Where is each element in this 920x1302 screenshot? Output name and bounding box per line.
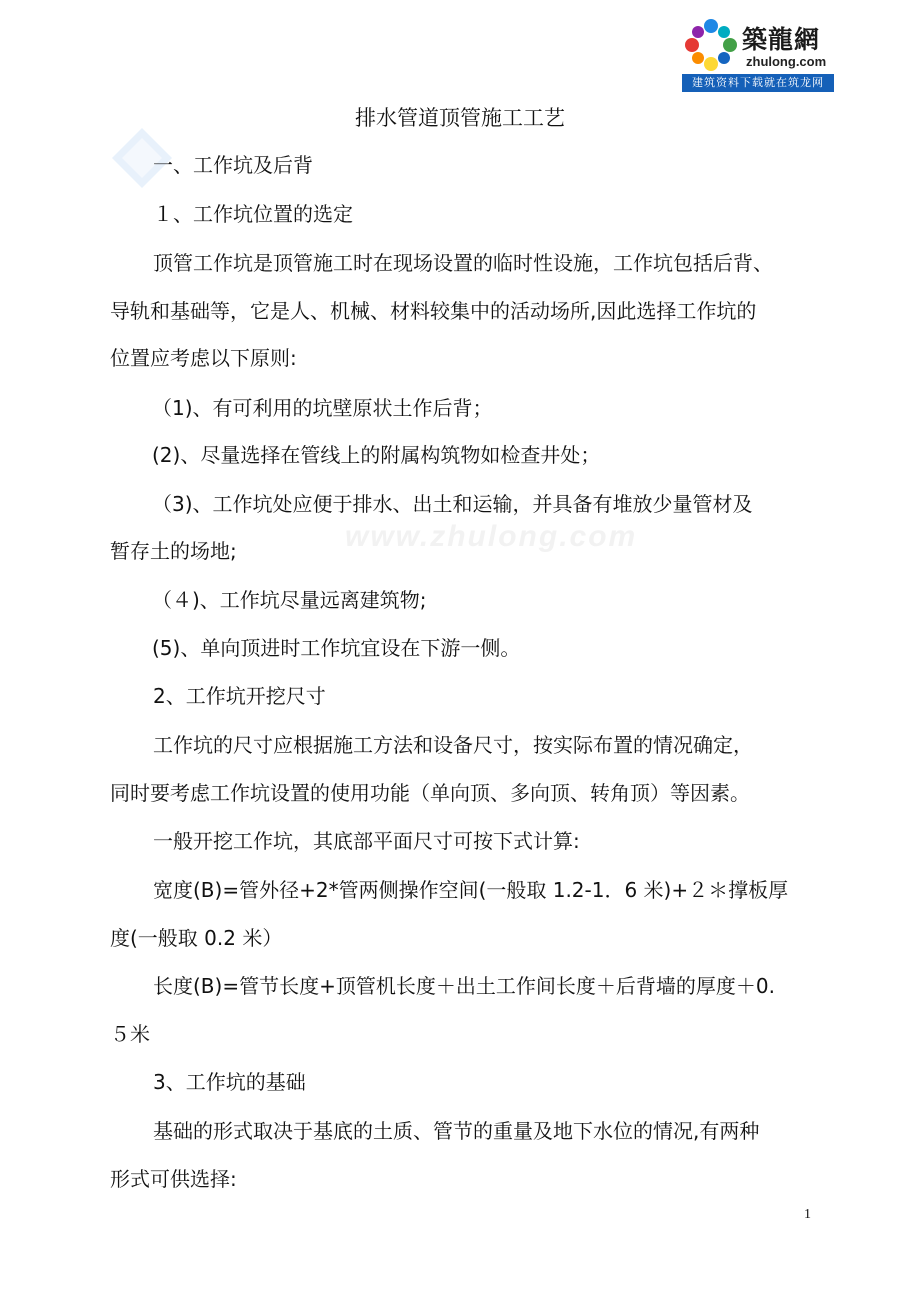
- paragraph-line: 形式可供选择:: [110, 1167, 237, 1191]
- subsection-heading: １、工作坑位置的选定: [153, 202, 353, 226]
- paragraph-line: 顶管工作坑是顶管施工时在现场设置的临时性设施，工作坑包括后背、: [153, 251, 773, 275]
- paragraph-line: 一般开挖工作坑，其底部平面尺寸可按下式计算:: [153, 829, 580, 853]
- paragraph-line: 位置应考虑以下原则:: [110, 346, 297, 370]
- logo-slogan: 建筑资料下载就在筑龙网: [682, 74, 834, 92]
- subsection-heading: 2、工作坑开挖尺寸: [153, 684, 326, 708]
- list-item: (2)、尽量选择在管线上的附属构筑物如检查井处；: [152, 443, 601, 467]
- list-item: （４)、工作坑尽量远离建筑物;: [152, 588, 427, 612]
- formula-line: ５米: [110, 1022, 150, 1046]
- list-item: （3)、工作坑处应便于排水、出土和运输，并具备有堆放少量管材及: [152, 492, 753, 516]
- list-item: （1)、有可利用的坑壁原状土作后背；: [152, 396, 493, 420]
- formula-line: 度(一般取 0.2 米）: [110, 926, 283, 950]
- formula-line: 长度(B)=管节长度+顶管机长度＋出土工作间长度＋后背墙的厚度＋0.: [153, 974, 775, 998]
- page-number: 1: [804, 1207, 811, 1222]
- zhulong-logo: [682, 14, 834, 92]
- section-heading: 一、工作坑及后背: [153, 153, 313, 177]
- document-title: 排水管道顶管施工工艺: [355, 106, 565, 130]
- paragraph-line: 同时要考虑工作坑设置的使用功能（单向顶、多向顶、转角顶）等因素。: [110, 781, 750, 805]
- paragraph-line: 导轨和基础等，它是人、机械、材料较集中的活动场所,因此选择工作坑的: [110, 299, 757, 323]
- logo-name-cn: 築龍網: [742, 25, 821, 54]
- list-item: (5)、单向顶进时工作坑宜设在下游一侧。: [152, 636, 521, 660]
- logo-domain: zhulong.com: [746, 54, 827, 69]
- watermark: www.zhulong.com: [345, 520, 638, 553]
- list-item-continuation: 暂存土的场地;: [110, 539, 237, 563]
- paragraph-line: 基础的形式取决于基底的土质、管节的重量及地下水位的情况,有两种: [153, 1119, 760, 1143]
- formula-line: 宽度(B)=管外径+2*管两侧操作空间(一般取 1.2-1．6 米)+２＊撑板厚: [153, 878, 789, 902]
- subsection-heading: 3、工作坑的基础: [153, 1070, 306, 1094]
- zhulong-pinwheel-icon: [682, 16, 740, 74]
- paragraph-line: 工作坑的尺寸应根据施工方法和设备尺寸，按实际布置的情况确定，: [153, 733, 753, 757]
